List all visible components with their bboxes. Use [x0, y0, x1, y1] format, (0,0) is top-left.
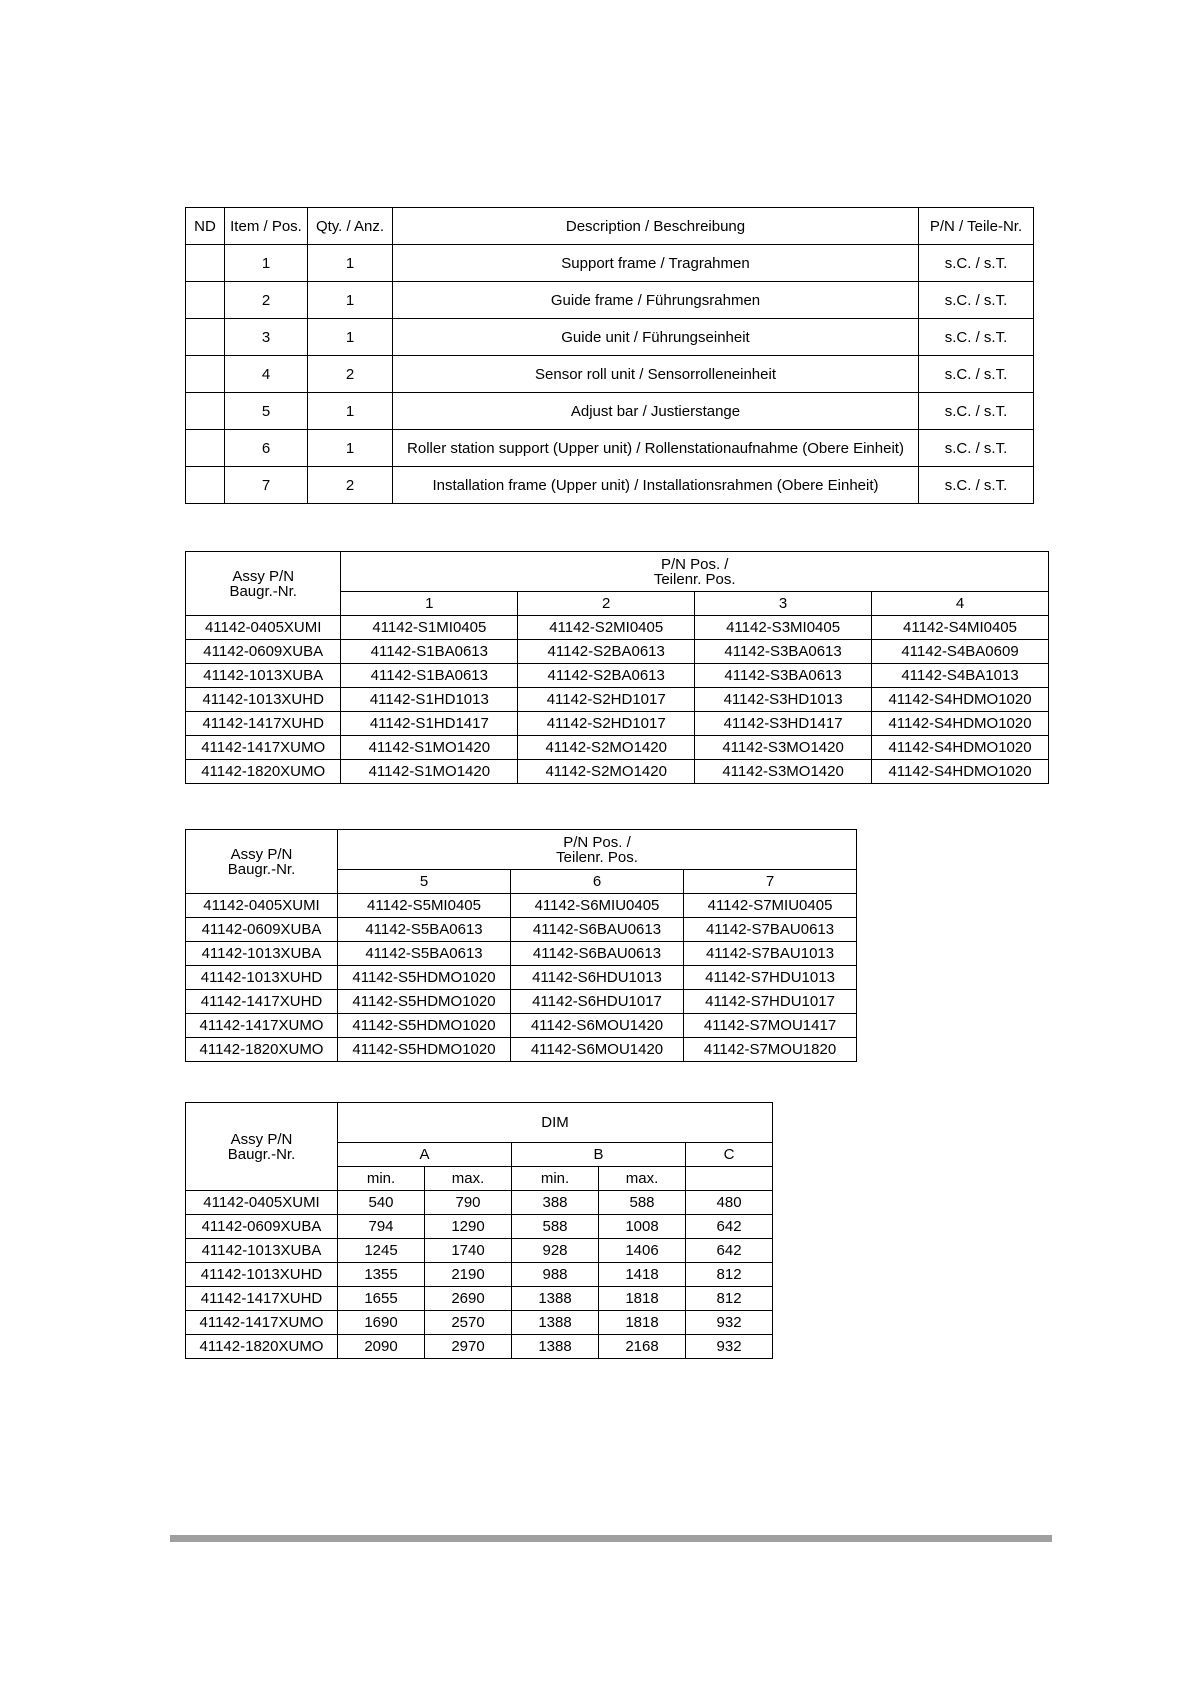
- dimension-value-cell: 1388: [512, 1335, 599, 1359]
- table-row: [186, 1191, 773, 1215]
- dimension-value-cell: 2570: [425, 1311, 512, 1335]
- item-cell: 6: [225, 430, 308, 467]
- assy-pn-cell: 41142-1820XUMO: [186, 1335, 338, 1359]
- dimension-value-cell: 642: [686, 1239, 773, 1263]
- dimension-value-cell: 2168: [599, 1335, 686, 1359]
- item-cell: 7: [225, 467, 308, 504]
- dimension-value-cell: 2090: [338, 1335, 425, 1359]
- table-row: [186, 1287, 773, 1311]
- part-number-cell: 41142-S6HDU1013: [511, 966, 684, 990]
- assy-pn-cell: 41142-1417XUHD: [186, 1287, 338, 1311]
- dimension-value-cell: 1740: [425, 1239, 512, 1263]
- part-number-cell: 41142-S2MO1420: [518, 760, 695, 784]
- part-number-cell: 41142-S3MI0405: [695, 616, 872, 640]
- parts-header-row: [186, 208, 1034, 245]
- part-number-cell: 41142-S7MOU1417: [684, 1014, 857, 1038]
- nd-cell: [186, 319, 225, 356]
- part-number-cell: 41142-S7HDU1013: [684, 966, 857, 990]
- table-row: [186, 640, 1049, 664]
- table-row: [186, 688, 1049, 712]
- part-number-cell: s.C. / s.T.: [919, 467, 1034, 504]
- header-description: Description / Beschreibung: [393, 208, 919, 245]
- teilenr-pos-label: Teilenr. Pos.: [556, 848, 638, 866]
- part-number-cell: 41142-S4BA0609: [872, 640, 1049, 664]
- header-nd: ND: [186, 208, 225, 245]
- dimension-value-cell: 588: [599, 1191, 686, 1215]
- parts-table-body: [186, 245, 1034, 504]
- part-number-cell: 41142-S7MIU0405: [684, 894, 857, 918]
- teilenr-pos-label: Teilenr. Pos.: [653, 570, 736, 588]
- table-row: [186, 942, 857, 966]
- part-number-cell: 41142-S3MO1420: [695, 760, 872, 784]
- assy-pn-label: Assy P/N: [230, 1130, 293, 1148]
- parts-row: [186, 467, 1034, 504]
- baugr-nr-label: Baugr.-Nr.: [227, 1145, 296, 1163]
- pn-a-body: [186, 616, 1049, 784]
- position-header: 3: [695, 592, 872, 616]
- part-number-cell: s.C. / s.T.: [919, 430, 1034, 467]
- dimension-table: [185, 1102, 773, 1359]
- dimension-value-cell: 1355: [338, 1263, 425, 1287]
- part-number-cell: 41142-S1HD1417: [341, 712, 518, 736]
- pn-pos-label: P/N Pos. /: [563, 833, 631, 851]
- dimension-value-cell: 932: [686, 1311, 773, 1335]
- table-row: [186, 712, 1049, 736]
- qty-cell: 1: [308, 319, 393, 356]
- assy-pn-cell: 41142-0609XUBA: [186, 1215, 338, 1239]
- nd-cell: [186, 245, 225, 282]
- footer-divider-bar: [170, 1535, 1052, 1542]
- parts-row: [186, 356, 1034, 393]
- dimension-value-cell: 932: [686, 1335, 773, 1359]
- part-number-cell: 41142-S6BAU0613: [511, 942, 684, 966]
- table-row: [186, 616, 1049, 640]
- part-number-cell: 41142-S7HDU1017: [684, 990, 857, 1014]
- table-row: [186, 736, 1049, 760]
- part-number-cell: 41142-S3HD1013: [695, 688, 872, 712]
- item-cell: 2: [225, 282, 308, 319]
- position-header: 7: [684, 870, 857, 894]
- assy-pn-cell: 41142-0405XUMI: [186, 1191, 338, 1215]
- dim-subheader: min.: [512, 1167, 599, 1191]
- part-number-cell: 41142-S1MO1420: [341, 736, 518, 760]
- description-cell: Roller station support (Upper unit) / Rollenstationaufnahme (Obere Einheit): [393, 430, 919, 467]
- part-number-cell: s.C. / s.T.: [919, 282, 1034, 319]
- part-number-cell: 41142-S1MI0405: [341, 616, 518, 640]
- baugr-nr-label: Baugr.-Nr.: [227, 860, 296, 878]
- header-part-number: P/N / Teile-Nr.: [919, 208, 1034, 245]
- dimension-value-cell: 1418: [599, 1263, 686, 1287]
- part-number-cell: 41142-S6MOU1420: [511, 1038, 684, 1062]
- pn-pos-group-header: [338, 830, 857, 870]
- header-item: Item / Pos.: [225, 208, 308, 245]
- dimension-value-cell: 388: [512, 1191, 599, 1215]
- assy-pn-label: Assy P/N: [230, 845, 293, 863]
- dimension-value-cell: 1245: [338, 1239, 425, 1263]
- qty-cell: 2: [308, 467, 393, 504]
- qty-cell: 1: [308, 393, 393, 430]
- part-number-cell: 41142-S7BAU1013: [684, 942, 857, 966]
- part-number-cell: 41142-S2BA0613: [518, 664, 695, 688]
- part-number-cell: 41142-S2BA0613: [518, 640, 695, 664]
- table-row: [186, 918, 857, 942]
- header-qty: Qty. / Anz.: [308, 208, 393, 245]
- dimension-value-cell: 1388: [512, 1287, 599, 1311]
- parts-list-table: [185, 207, 1034, 504]
- part-number-cell: 41142-S5BA0613: [338, 942, 511, 966]
- parts-row: [186, 282, 1034, 319]
- pn-pos-label: P/N Pos. /: [660, 555, 729, 573]
- dim-subheader: min.: [338, 1167, 425, 1191]
- pn-pos-group-header: [341, 552, 1049, 592]
- assy-pn-cell: 41142-0609XUBA: [186, 640, 341, 664]
- dimension-value-cell: 642: [686, 1215, 773, 1239]
- assy-pn-cell: 41142-0405XUMI: [186, 894, 338, 918]
- part-number-cell: 41142-S1BA0613: [341, 640, 518, 664]
- item-cell: 1: [225, 245, 308, 282]
- part-number-cell: 41142-S6HDU1017: [511, 990, 684, 1014]
- description-cell: Support frame / Tragrahmen: [393, 245, 919, 282]
- qty-cell: 1: [308, 430, 393, 467]
- dimension-value-cell: 794: [338, 1215, 425, 1239]
- table-row: [186, 990, 857, 1014]
- part-number-cell: 41142-S3BA0613: [695, 664, 872, 688]
- dimension-value-cell: 1406: [599, 1239, 686, 1263]
- assy-pn-header: [186, 1103, 338, 1191]
- part-number-table-pos-1-4: [185, 551, 1049, 784]
- part-number-cell: 41142-S5HDMO1020: [338, 966, 511, 990]
- item-cell: 3: [225, 319, 308, 356]
- assy-pn-cell: 41142-0405XUMI: [186, 616, 341, 640]
- part-number-cell: 41142-S1BA0613: [341, 664, 518, 688]
- description-cell: Sensor roll unit / Sensorrolleneinheit: [393, 356, 919, 393]
- part-number-cell: 41142-S4HDMO1020: [872, 736, 1049, 760]
- part-number-cell: 41142-S2HD1017: [518, 712, 695, 736]
- dimension-value-cell: 1655: [338, 1287, 425, 1311]
- assy-pn-cell: 41142-1013XUBA: [186, 942, 338, 966]
- assy-pn-cell: 41142-1417XUHD: [186, 712, 341, 736]
- table-row: [186, 760, 1049, 784]
- baugr-nr-label: Baugr.-Nr.: [229, 582, 297, 600]
- part-number-cell: 41142-S2HD1017: [518, 688, 695, 712]
- part-number-cell: 41142-S4MI0405: [872, 616, 1049, 640]
- nd-cell: [186, 282, 225, 319]
- dimension-value-cell: 1290: [425, 1215, 512, 1239]
- part-number-cell: 41142-S5MI0405: [338, 894, 511, 918]
- dimension-value-cell: 2190: [425, 1263, 512, 1287]
- pn-a-group-header-row: [186, 552, 1049, 592]
- assy-pn-cell: 41142-1820XUMO: [186, 1038, 338, 1062]
- part-number-table-pos-5-7: [185, 829, 857, 1062]
- part-number-cell: 41142-S5BA0613: [338, 918, 511, 942]
- dimension-value-cell: 1008: [599, 1215, 686, 1239]
- table-row: [186, 1215, 773, 1239]
- part-number-cell: 41142-S4BA1013: [872, 664, 1049, 688]
- description-cell: Adjust bar / Justierstange: [393, 393, 919, 430]
- assy-pn-cell: 41142-1820XUMO: [186, 760, 341, 784]
- part-number-cell: 41142-S7MOU1820: [684, 1038, 857, 1062]
- assy-pn-cell: 41142-1013XUHD: [186, 1263, 338, 1287]
- dim-subheader: max.: [599, 1167, 686, 1191]
- part-number-cell: 41142-S5HDMO1020: [338, 1038, 511, 1062]
- parts-row: [186, 319, 1034, 356]
- assy-pn-cell: 41142-1013XUHD: [186, 966, 338, 990]
- position-header: 6: [511, 870, 684, 894]
- dimension-value-cell: 812: [686, 1263, 773, 1287]
- part-number-cell: 41142-S3HD1417: [695, 712, 872, 736]
- part-number-cell: s.C. / s.T.: [919, 393, 1034, 430]
- part-number-cell: s.C. / s.T.: [919, 356, 1034, 393]
- item-cell: 5: [225, 393, 308, 430]
- position-header: 1: [341, 592, 518, 616]
- dim-subheader: [686, 1167, 773, 1191]
- dimension-value-cell: 790: [425, 1191, 512, 1215]
- qty-cell: 1: [308, 282, 393, 319]
- description-cell: Guide frame / Führungsrahmen: [393, 282, 919, 319]
- item-cell: 4: [225, 356, 308, 393]
- assy-pn-cell: 41142-1417XUMO: [186, 1311, 338, 1335]
- part-number-cell: 41142-S3BA0613: [695, 640, 872, 664]
- part-number-cell: 41142-S4HDMO1020: [872, 712, 1049, 736]
- assy-pn-cell: 41142-1013XUBA: [186, 1239, 338, 1263]
- part-number-cell: 41142-S6BAU0613: [511, 918, 684, 942]
- dim-b-header: B: [512, 1143, 686, 1167]
- dimension-value-cell: 1818: [599, 1311, 686, 1335]
- assy-pn-cell: 41142-1013XUHD: [186, 688, 341, 712]
- table-row: [186, 664, 1049, 688]
- part-number-cell: 41142-S3MO1420: [695, 736, 872, 760]
- part-number-cell: 41142-S5HDMO1020: [338, 1014, 511, 1038]
- description-cell: Guide unit / Führungseinheit: [393, 319, 919, 356]
- nd-cell: [186, 393, 225, 430]
- parts-row: [186, 430, 1034, 467]
- assy-pn-cell: 41142-1013XUBA: [186, 664, 341, 688]
- position-header: 5: [338, 870, 511, 894]
- table-row: [186, 1263, 773, 1287]
- table-row: [186, 1335, 773, 1359]
- part-number-cell: 41142-S7BAU0613: [684, 918, 857, 942]
- table-row: [186, 1038, 857, 1062]
- nd-cell: [186, 430, 225, 467]
- assy-pn-cell: 41142-1417XUMO: [186, 1014, 338, 1038]
- dimension-value-cell: 2690: [425, 1287, 512, 1311]
- table-row: [186, 1014, 857, 1038]
- assy-pn-header: [186, 830, 338, 894]
- assy-pn-cell: 41142-0609XUBA: [186, 918, 338, 942]
- part-number-cell: 41142-S4HDMO1020: [872, 760, 1049, 784]
- dimension-value-cell: 1388: [512, 1311, 599, 1335]
- dimension-value-cell: 1690: [338, 1311, 425, 1335]
- position-header: 2: [518, 592, 695, 616]
- nd-cell: [186, 467, 225, 504]
- table-row: [186, 966, 857, 990]
- table-row: [186, 1239, 773, 1263]
- table-row: [186, 1311, 773, 1335]
- part-number-cell: 41142-S6MOU1420: [511, 1014, 684, 1038]
- dimension-value-cell: 588: [512, 1215, 599, 1239]
- part-number-cell: s.C. / s.T.: [919, 245, 1034, 282]
- part-number-cell: 41142-S2MO1420: [518, 736, 695, 760]
- assy-pn-header: [186, 552, 341, 616]
- dimension-value-cell: 480: [686, 1191, 773, 1215]
- qty-cell: 2: [308, 356, 393, 393]
- part-number-cell: 41142-S1HD1013: [341, 688, 518, 712]
- assy-pn-label: Assy P/N: [232, 567, 295, 585]
- parts-row: [186, 393, 1034, 430]
- dimension-value-cell: 540: [338, 1191, 425, 1215]
- dim-group-header: DIM: [338, 1103, 773, 1143]
- part-number-cell: 41142-S1MO1420: [341, 760, 518, 784]
- dimension-value-cell: 988: [512, 1263, 599, 1287]
- dim-a-header: A: [338, 1143, 512, 1167]
- nd-cell: [186, 356, 225, 393]
- part-number-cell: 41142-S5HDMO1020: [338, 990, 511, 1014]
- dimension-value-cell: 928: [512, 1239, 599, 1263]
- position-header: 4: [872, 592, 1049, 616]
- description-cell: Installation frame (Upper unit) / Installationsrahmen (Obere Einheit): [393, 467, 919, 504]
- qty-cell: 1: [308, 245, 393, 282]
- dim-subheader: max.: [425, 1167, 512, 1191]
- dim-c-header: C: [686, 1143, 773, 1167]
- dimension-value-cell: 2970: [425, 1335, 512, 1359]
- part-number-cell: 41142-S4HDMO1020: [872, 688, 1049, 712]
- table-row: [186, 894, 857, 918]
- part-number-cell: s.C. / s.T.: [919, 319, 1034, 356]
- pn-b-body: [186, 894, 857, 1062]
- dim-group-header-row: [186, 1103, 773, 1143]
- pn-b-group-header-row: [186, 830, 857, 870]
- dim-body: [186, 1191, 773, 1359]
- dimension-value-cell: 812: [686, 1287, 773, 1311]
- assy-pn-cell: 41142-1417XUMO: [186, 736, 341, 760]
- assy-pn-cell: 41142-1417XUHD: [186, 990, 338, 1014]
- part-number-cell: 41142-S6MIU0405: [511, 894, 684, 918]
- parts-row: [186, 245, 1034, 282]
- dimension-value-cell: 1818: [599, 1287, 686, 1311]
- part-number-cell: 41142-S2MI0405: [518, 616, 695, 640]
